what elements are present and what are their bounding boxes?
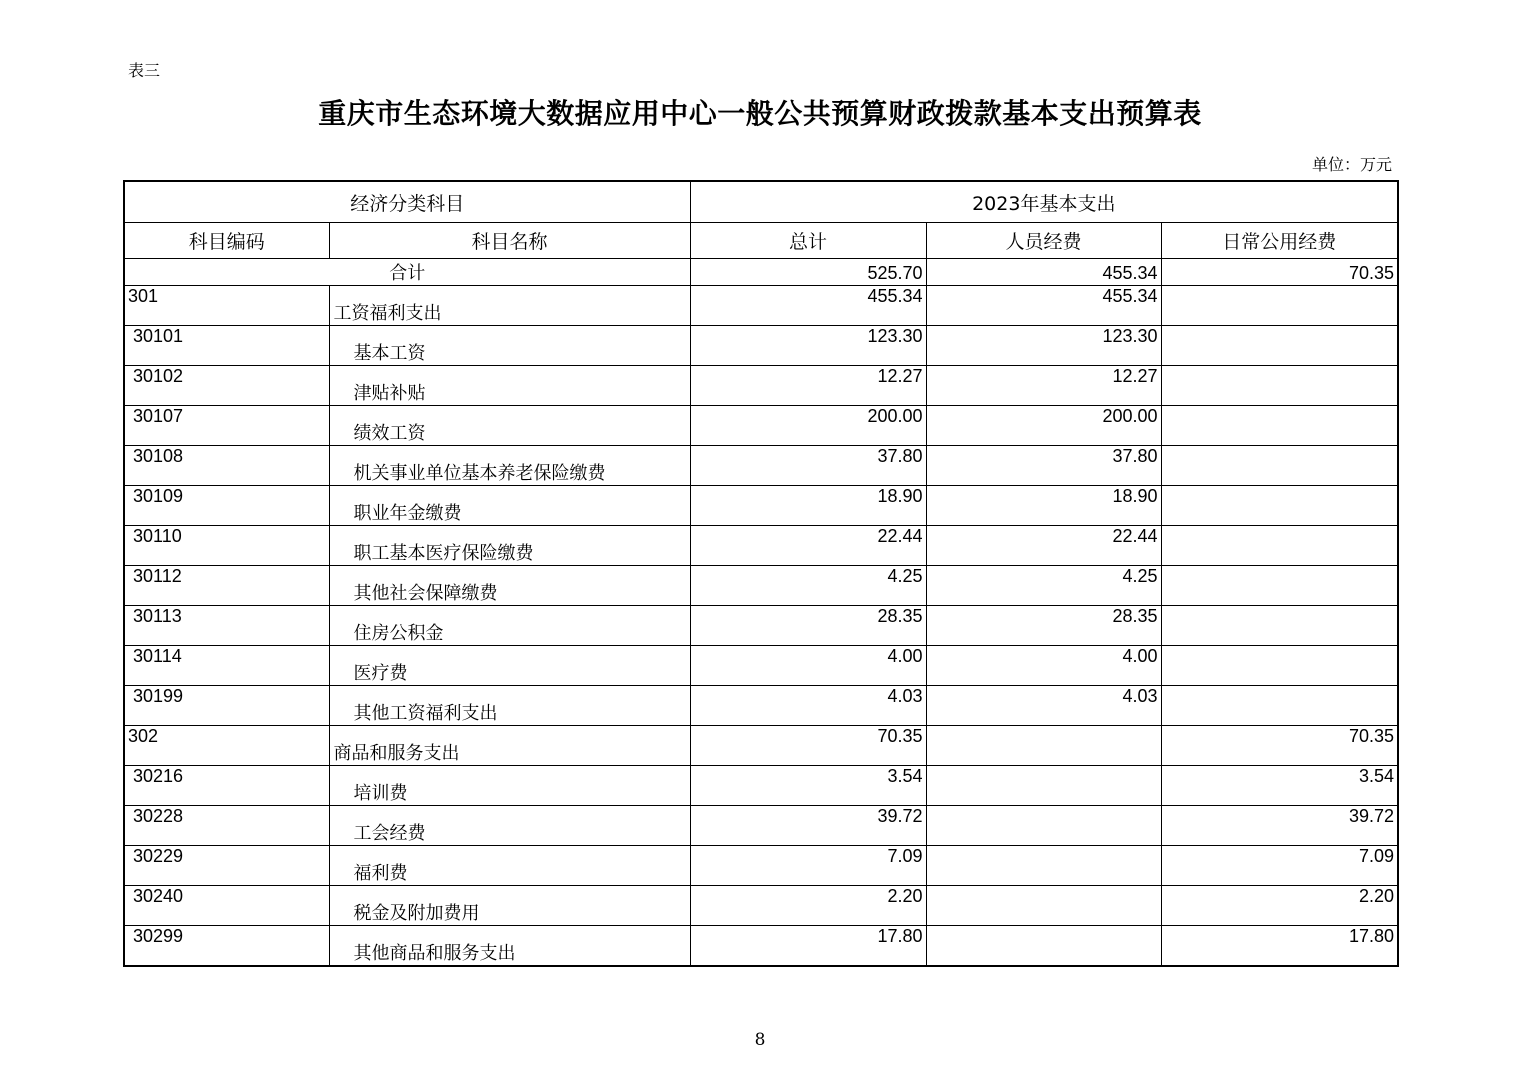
- cell-personnel: 12.27: [926, 366, 1161, 406]
- table-label: 表三: [128, 61, 161, 80]
- cell-code: 302: [124, 726, 329, 766]
- total-row: [124, 259, 1398, 286]
- page-number: 8: [754, 1030, 766, 1050]
- cell-code: 30109: [124, 486, 329, 526]
- group-header-row: [124, 181, 1398, 223]
- cell-code: 30229: [124, 846, 329, 886]
- cell-code: 30107: [124, 406, 329, 446]
- cell-total: 455.34: [690, 286, 926, 326]
- cell-personnel: [926, 766, 1161, 806]
- cell-total: 70.35: [690, 726, 926, 766]
- column-header-name: 科目名称: [329, 223, 690, 259]
- cell-code: 301: [124, 286, 329, 326]
- cell-personnel: 37.80: [926, 446, 1161, 486]
- cell-daily: 7.09: [1161, 846, 1398, 886]
- cell-total: 18.90: [690, 486, 926, 526]
- total-cell-personnel: 455.34: [926, 259, 1161, 286]
- cell-name: 商品和服务支出: [329, 726, 690, 766]
- total-label: 合计: [124, 259, 690, 286]
- cell-name: 其他社会保障缴费: [329, 566, 690, 606]
- column-header-row: [124, 223, 1398, 259]
- total-cell-daily: 70.35: [1161, 259, 1398, 286]
- cell-daily: [1161, 326, 1398, 366]
- cell-daily: 17.80: [1161, 926, 1398, 967]
- cell-daily: [1161, 526, 1398, 566]
- cell-name: 其他商品和服务支出: [329, 926, 690, 967]
- cell-personnel: 4.00: [926, 646, 1161, 686]
- cell-personnel: 455.34: [926, 286, 1161, 326]
- page-title: 重庆市生态环境大数据应用中心一般公共预算财政拨款基本支出预算表: [318, 97, 1202, 130]
- table-row: [124, 766, 1398, 806]
- cell-code: 30102: [124, 366, 329, 406]
- cell-total: 4.03: [690, 686, 926, 726]
- cell-total: 37.80: [690, 446, 926, 486]
- cell-code: 30108: [124, 446, 329, 486]
- cell-name: 工资福利支出: [329, 286, 690, 326]
- cell-total: 4.00: [690, 646, 926, 686]
- cell-personnel: [926, 886, 1161, 926]
- cell-name: 基本工资: [329, 326, 690, 366]
- cell-daily: [1161, 286, 1398, 326]
- table-row: [124, 526, 1398, 566]
- cell-name: 培训费: [329, 766, 690, 806]
- cell-personnel: 22.44: [926, 526, 1161, 566]
- cell-daily: [1161, 686, 1398, 726]
- budget-table: [123, 180, 1399, 967]
- cell-code: 30114: [124, 646, 329, 686]
- table-row: [124, 846, 1398, 886]
- cell-name: 职业年金缴费: [329, 486, 690, 526]
- cell-name: 税金及附加费用: [329, 886, 690, 926]
- cell-name: 机关事业单位基本养老保险缴费: [329, 446, 690, 486]
- cell-daily: [1161, 486, 1398, 526]
- cell-daily: [1161, 446, 1398, 486]
- cell-daily: 2.20: [1161, 886, 1398, 926]
- table-row: [124, 926, 1398, 967]
- cell-personnel: [926, 726, 1161, 766]
- cell-daily: 39.72: [1161, 806, 1398, 846]
- cell-name: 职工基本医疗保险缴费: [329, 526, 690, 566]
- cell-total: 12.27: [690, 366, 926, 406]
- cell-personnel: [926, 926, 1161, 967]
- table-row: [124, 486, 1398, 526]
- cell-code: 30299: [124, 926, 329, 967]
- table-row: [124, 726, 1398, 766]
- table-row: [124, 686, 1398, 726]
- cell-personnel: 28.35: [926, 606, 1161, 646]
- cell-personnel: 18.90: [926, 486, 1161, 526]
- cell-name: 工会经费: [329, 806, 690, 846]
- cell-total: 7.09: [690, 846, 926, 886]
- table-row: [124, 886, 1398, 926]
- cell-code: 30199: [124, 686, 329, 726]
- cell-personnel: 200.00: [926, 406, 1161, 446]
- cell-personnel: [926, 806, 1161, 846]
- cell-daily: [1161, 366, 1398, 406]
- table-row: [124, 566, 1398, 606]
- cell-personnel: 4.25: [926, 566, 1161, 606]
- header-year-basic-expenditure: 2023年基本支出: [690, 181, 1398, 223]
- cell-code: 30113: [124, 606, 329, 646]
- cell-daily: [1161, 566, 1398, 606]
- cell-code: 30112: [124, 566, 329, 606]
- cell-name: 医疗费: [329, 646, 690, 686]
- cell-name: 住房公积金: [329, 606, 690, 646]
- cell-personnel: 4.03: [926, 686, 1161, 726]
- cell-code: 30216: [124, 766, 329, 806]
- cell-name: 其他工资福利支出: [329, 686, 690, 726]
- cell-total: 28.35: [690, 606, 926, 646]
- cell-total: 4.25: [690, 566, 926, 606]
- table-row: [124, 286, 1398, 326]
- cell-total: 200.00: [690, 406, 926, 446]
- cell-code: 30240: [124, 886, 329, 926]
- column-header-total: 总计: [690, 223, 926, 259]
- table-row: [124, 606, 1398, 646]
- cell-code: 30110: [124, 526, 329, 566]
- cell-name: 津贴补贴: [329, 366, 690, 406]
- table-row: [124, 806, 1398, 846]
- unit-label: 单位：万元: [1311, 155, 1392, 174]
- column-header-code: 科目编码: [124, 223, 329, 259]
- header-economic-classification: 经济分类科目: [124, 181, 690, 223]
- cell-daily: [1161, 606, 1398, 646]
- cell-total: 3.54: [690, 766, 926, 806]
- cell-daily: 70.35: [1161, 726, 1398, 766]
- cell-code: 30101: [124, 326, 329, 366]
- cell-total: 2.20: [690, 886, 926, 926]
- table-row: [124, 446, 1398, 486]
- cell-daily: [1161, 406, 1398, 446]
- cell-total: 39.72: [690, 806, 926, 846]
- table-row: [124, 366, 1398, 406]
- column-header-personnel: 人员经费: [926, 223, 1161, 259]
- cell-name: 绩效工资: [329, 406, 690, 446]
- cell-total: 123.30: [690, 326, 926, 366]
- cell-daily: [1161, 646, 1398, 686]
- cell-daily: 3.54: [1161, 766, 1398, 806]
- column-header-daily: 日常公用经费: [1161, 223, 1398, 259]
- cell-total: 17.80: [690, 926, 926, 967]
- cell-name: 福利费: [329, 846, 690, 886]
- cell-personnel: [926, 846, 1161, 886]
- total-cell-total: 525.70: [690, 259, 926, 286]
- cell-total: 22.44: [690, 526, 926, 566]
- table-row: [124, 326, 1398, 366]
- table-row: [124, 406, 1398, 446]
- table-row: [124, 646, 1398, 686]
- cell-code: 30228: [124, 806, 329, 846]
- cell-personnel: 123.30: [926, 326, 1161, 366]
